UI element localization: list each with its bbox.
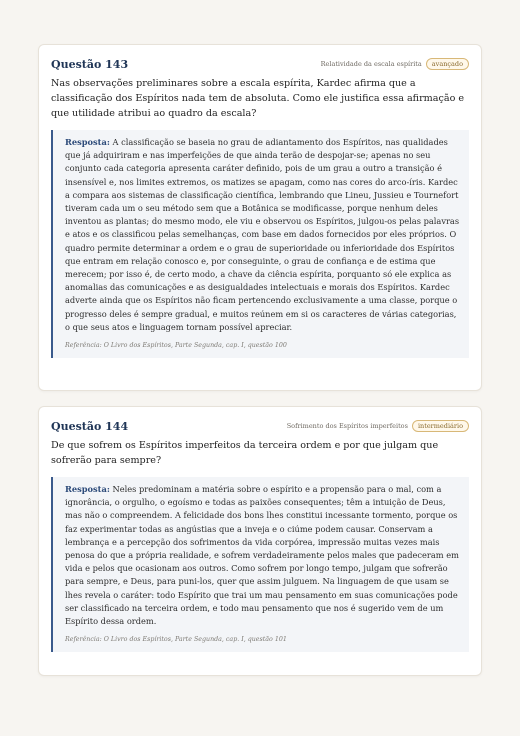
topic-label: Relatividade da escala espírita	[320, 60, 422, 68]
answer-label: Resposta:	[65, 137, 110, 147]
answer-text: A classificação se baseia no grau de adiantamento dos Espíritos, nas qualidades que já adquiriram e nas imperfeições de que ainda terão de despojar-se; apenas no seu conjunto cada categoria apresenta caráter definido, pois de um grau a outro a transição é insensível e, nos limites extremos, os matizes se apagam, como nas cores do arco-íris. Kardec a compara aos sistemas de classificação científica, lembrando que Lineu, Jussieu e Tournefort tiveram cada um o seu método sem que a Botânica se modificasse, porque nenhum deles inventou as plantas; do mesmo modo, ele viu e observou os Espíritos, julgou-os pelas palavras e atos e os classificou pelas semelhanças, com base em dados fornecidos por eles próprios. O quadro permite determinar a ordem e o grau de superioridade ou inferioridade dos Espíritos que entram em relação conosco e, por conseguinte, o grau de confiança e de estima que merecem; por isso é, de certo modo, a chave da ciência espírita, porquanto só ele explica as anomalias das comunicações e as desigualdades intelectuais e morais dos Espíritos. Kardec adverte ainda que os Espíritos não ficam pertencendo exclusivamente a uma classe, porque o progresso deles é sempre gradual, e muitos reúnem em si os caracteres de várias categorias, o que seus atos e linguagem tornam possível apreciar.	[65, 137, 460, 332]
question-card	[38, 44, 482, 391]
question-meta	[321, 58, 469, 70]
answer-label: Resposta:	[65, 484, 110, 494]
reference: Referência: O Livro dos Espíritos, Parte Segunda, cap. I, questão 100	[65, 342, 287, 350]
reference: Referência: O Livro dos Espíritos, Parte Segunda, cap. I, questão 101	[65, 636, 287, 644]
question-number: Questão 144	[51, 419, 129, 433]
question-card	[38, 406, 482, 676]
question-text: De que sofrem os Espíritos imperfeitos da terceira ordem e por que julgam que sofrerão para sempre?	[51, 440, 439, 466]
question-number: Questão 143	[51, 57, 129, 71]
topic-label: Sofrimento dos Espíritos imperfeitos	[286, 422, 408, 430]
answer-block	[51, 477, 469, 652]
card-header	[51, 55, 469, 73]
question-meta	[287, 420, 469, 432]
card-header	[51, 417, 469, 435]
difficulty-badge: intermediário	[412, 420, 469, 432]
answer-block	[51, 130, 469, 358]
answer-text: Neles predominam a matéria sobre o espírito e a propensão para o mal, com a ignorância, o orgulho, o egoísmo e todas as paixões consequentes; têm a intuição de Deus, mas não o compreendem. A felicidade dos bons lhes constitui incessante tormento, porque os faz experimentar todas as angústias que a inveja e o ciúme podem causar. Conservam a lembrança e a percepção dos sofrimentos da vida corpórea, impressão muitas vezes mais penosa do que a própria realidade, e sofrem verdadeiramente pelos males que padeceram em vida e pelos que ocasionam aos outros. Como sofrem por longo tempo, julgam que sofrerão para sempre, e Deus, para puni-los, quer que assim julguem. Na linguagem de que usam se lhes revela o caráter: todo Espírito que trai um mau pensamento em suas comunicações pode ser classificado na terceira ordem, e todo mau pensamento que nos é sugerido vem de um Espírito dessa ordem.	[65, 484, 459, 627]
difficulty-badge: avançado	[426, 58, 469, 70]
question-text: Nas observações preliminares sobre a escala espírita, Kardec afirma que a classificação dos Espíritos nada tem de absoluta. Como ele justifica essa afirmação e que utilidade atribui ao quadro da escala?	[51, 78, 465, 119]
